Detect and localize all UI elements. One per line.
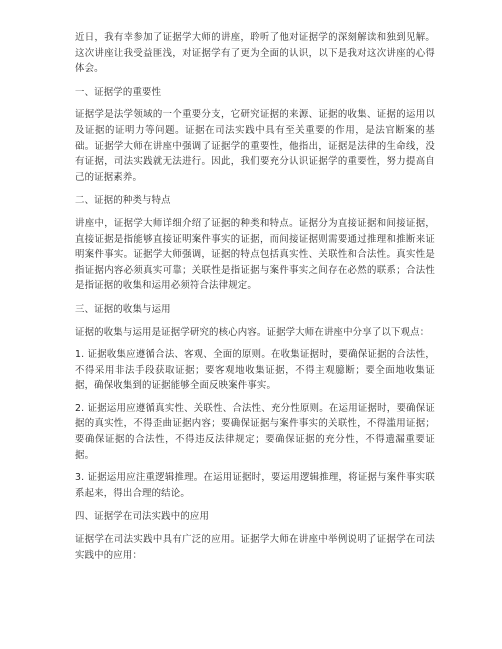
section-2-paragraph-1: 讲座中，证据学大师详细介绍了证据的种类和特点。证据分为直接证据和间接证据，直接证据是指能够直接证明案件事实的证据，而间接证据则需要通过推理和推断来证明案件事实。证据学大师强调，证据的特点包括真实性、关联性和合法性。真实性是指证据内容必须真实可靠；关联性是指证据与案件事实之间存在必然的联系；合法性是指证据的收集和运用必须符合法律规定。 <box>75 217 435 292</box>
section-3-list-item-3: 3. 证据运用应注重逻辑推理。在运用证据时，要运用逻辑推理，将证据与案件事实联系起来，得出合理的结论。 <box>75 472 435 499</box>
section-heading-2: 二、证据的种类与特点 <box>75 195 171 207</box>
section-4-paragraph-1: 证据学在司法实践中具有广泛的应用。证据学大师在讲座中举例说明了证据学在司法实践中的应用： <box>75 534 435 561</box>
section-heading-1: 一、证据学的重要性 <box>75 86 162 98</box>
section-3-list-item-2: 2. 证据运用应遵循真实性、关联性、合法性、充分性原则。在运用证据时，要确保证据的真实性，不得歪曲证据内容；要确保证据与案件事实的关联性，不得滥用证据；要确保证据的合法性，不得违反法律规定；要确保证据的充分性，不得遗漏重要证据。 <box>75 402 435 461</box>
document-body <box>75 30 435 563</box>
section-3-list-item-1: 1. 证据收集应遵循合法、客观、全面的原则。在收集证据时，要确保证据的合法性，不得采用非法手段获取证据；要客观地收集证据，不得主观臆断；要全面地收集证据，确保收集到的证据能够全面反映案件事实。 <box>75 349 435 392</box>
section-3-paragraph-1: 证据的收集与运用是证据学研究的核心内容。证据学大师在讲座中分享了以下观点： <box>75 326 430 338</box>
section-1-paragraph-1: 证据学是法学领域的一个重要分支，它研究证据的来源、证据的收集、证据的运用以及证据的证明力等问题。证据在司法实践中具有至关重要的作用，是法官断案的基础。证据学大师在讲座中强调了证据学的重要性，他指出，证据是法律的生命线，没有证据，司法实践就无法进行。因此，我们要充分认识证据学的重要性，努力提高自己的证据素养。 <box>75 109 435 183</box>
intro-paragraph: 近日，我有幸参加了证据学大师的讲座，聆听了他对证据学的深刻解读和独到见解。这次讲座让我受益匪浅，对证据学有了更为全面的认识，以下是我对这次讲座的心得体会。 <box>75 32 435 75</box>
section-heading-4: 四、证据学在司法实践中的应用 <box>75 511 210 523</box>
section-heading-3: 三、证据的收集与运用 <box>75 303 171 315</box>
